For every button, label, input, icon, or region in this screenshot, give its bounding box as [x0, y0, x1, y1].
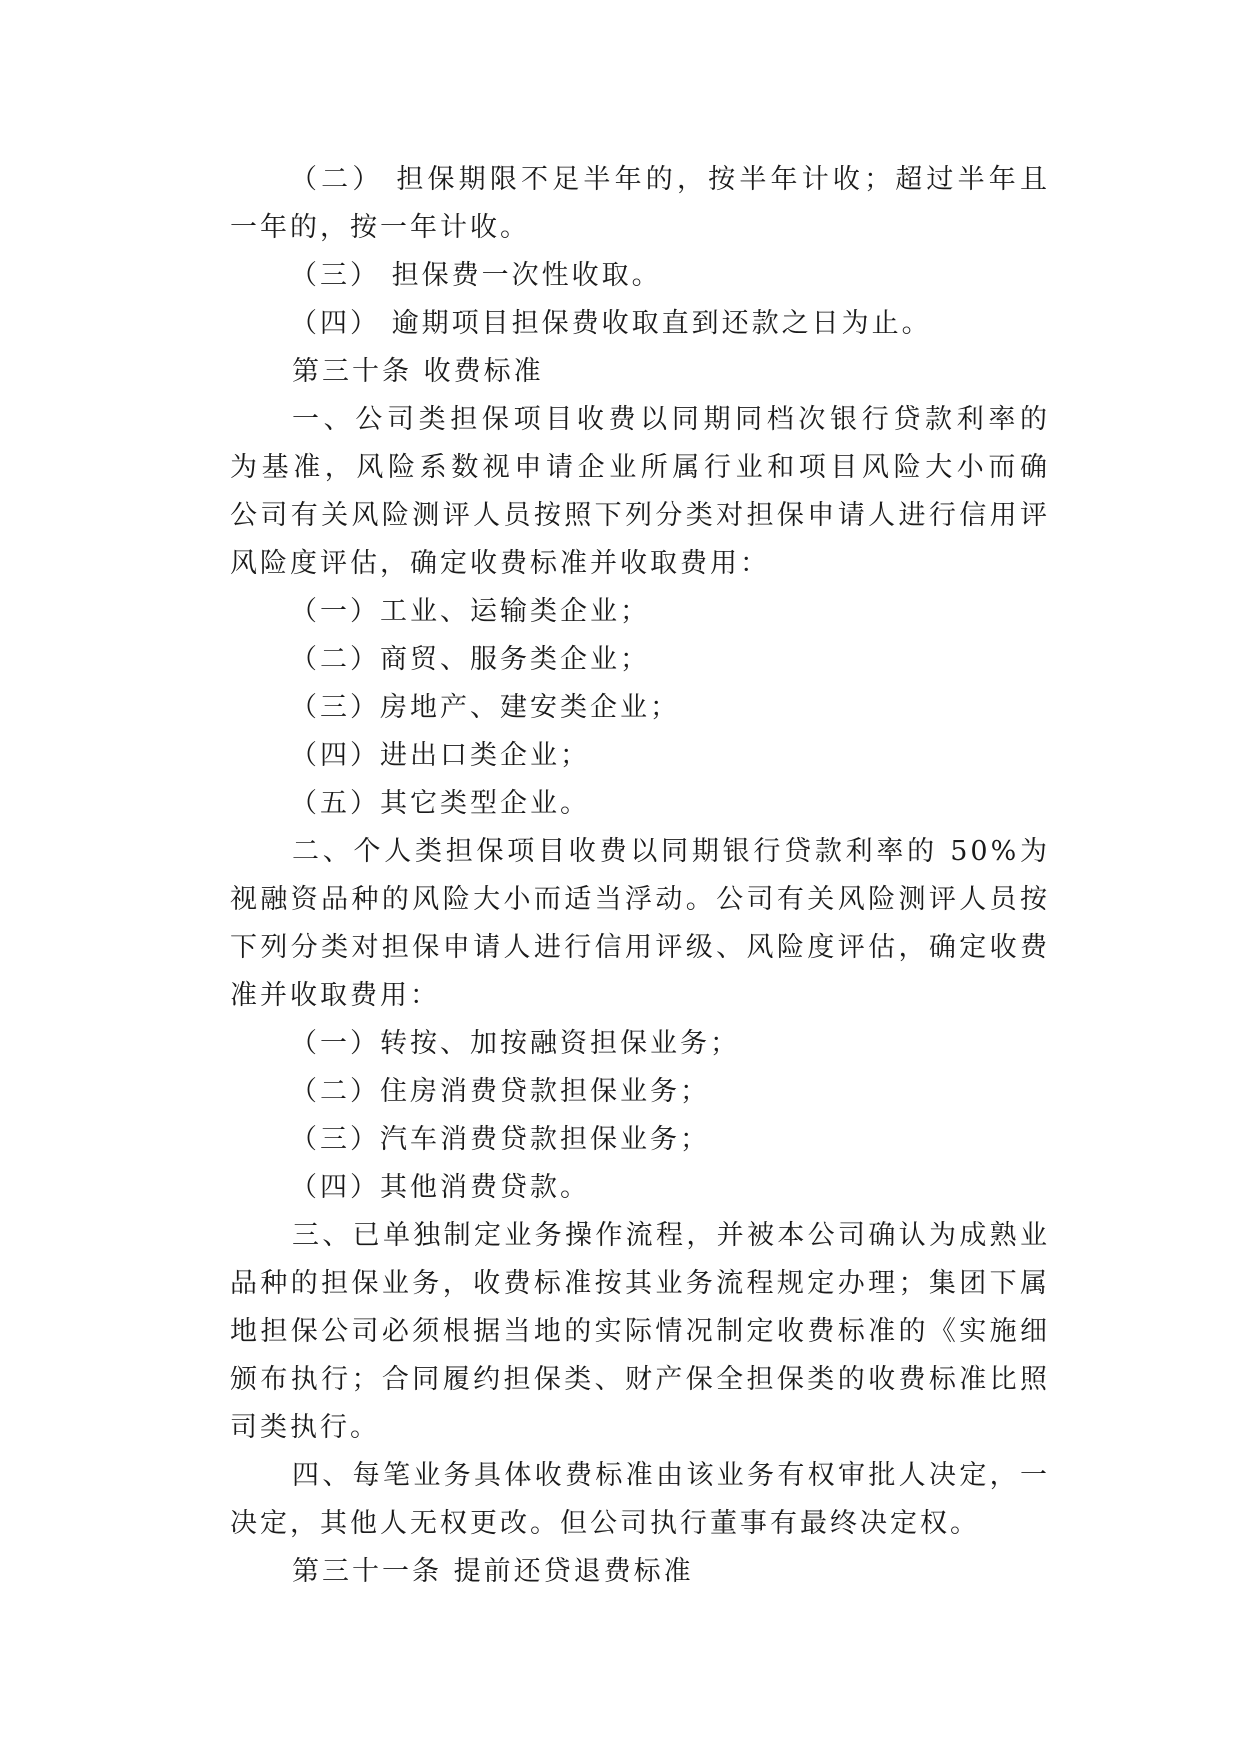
text-line: 下列分类对担保申请人进行信用评级、风险度评估，确定收费 [230, 932, 1050, 963]
text-line: 公司有关风险测评人员按照下列分类对担保申请人进行信用评 [230, 500, 1050, 531]
text-line: （四） 逾期项目担保费收取直到还款之日为止。 [290, 308, 932, 339]
text-line: （一）转按、加按融资担保业务； [290, 1028, 740, 1059]
text-line: （二） 担保期限不足半年的，按半年计收；超过半年且 [290, 164, 1050, 195]
text-line: 地担保公司必须根据当地的实际情况制定收费标准的《实施细 [230, 1316, 1050, 1347]
text-line: （二）住房消费贷款担保业务； [290, 1076, 710, 1107]
text-line: 风险度评估，确定收费标准并收取费用： [230, 548, 770, 579]
text-line: 四、每笔业务具体收费标准由该业务有权审批人决定，一 [292, 1460, 1050, 1491]
text-line: （四）进出口类企业； [290, 740, 590, 771]
text-line: 二、个人类担保项目收费以同期银行贷款利率的 50%为 [292, 836, 1050, 867]
text-line: （三）汽车消费贷款担保业务； [290, 1124, 710, 1155]
document-body [230, 156, 1050, 1596]
text-line: 为基准，风险系数视申请企业所属行业和项目风险大小而确 [230, 452, 1050, 483]
text-line: 三、已单独制定业务操作流程，并被本公司确认为成熟业 [292, 1220, 1050, 1251]
text-line: 第三十一条 提前还贷退费标准 [292, 1556, 694, 1587]
text-line: （五）其它类型企业。 [290, 788, 590, 819]
text-line: （三） 担保费一次性收取。 [290, 260, 662, 291]
text-line: 一年的，按一年计收。 [230, 212, 530, 243]
text-line: 品种的担保业务，收费标准按其业务流程规定办理；集团下属 [230, 1268, 1050, 1299]
text-line: 决定，其他人无权更改。但公司执行董事有最终决定权。 [230, 1508, 980, 1539]
text-line: （一）工业、运输类企业； [290, 596, 650, 627]
text-line: 司类执行。 [230, 1412, 380, 1443]
text-line: 视融资品种的风险大小而适当浮动。公司有关风险测评人员按 [230, 884, 1050, 915]
text-line: 第三十条 收费标准 [292, 356, 544, 387]
text-line: 颁布执行；合同履约担保类、财产保全担保类的收费标准比照 [230, 1364, 1050, 1395]
text-line: （三）房地产、建安类企业； [290, 692, 680, 723]
text-line: 一、公司类担保项目收费以同期同档次银行贷款利率的 [292, 404, 1050, 435]
text-line: 准并收取费用： [230, 980, 440, 1011]
text-line: （二）商贸、服务类企业； [290, 644, 650, 675]
text-line: （四）其他消费贷款。 [290, 1172, 590, 1203]
